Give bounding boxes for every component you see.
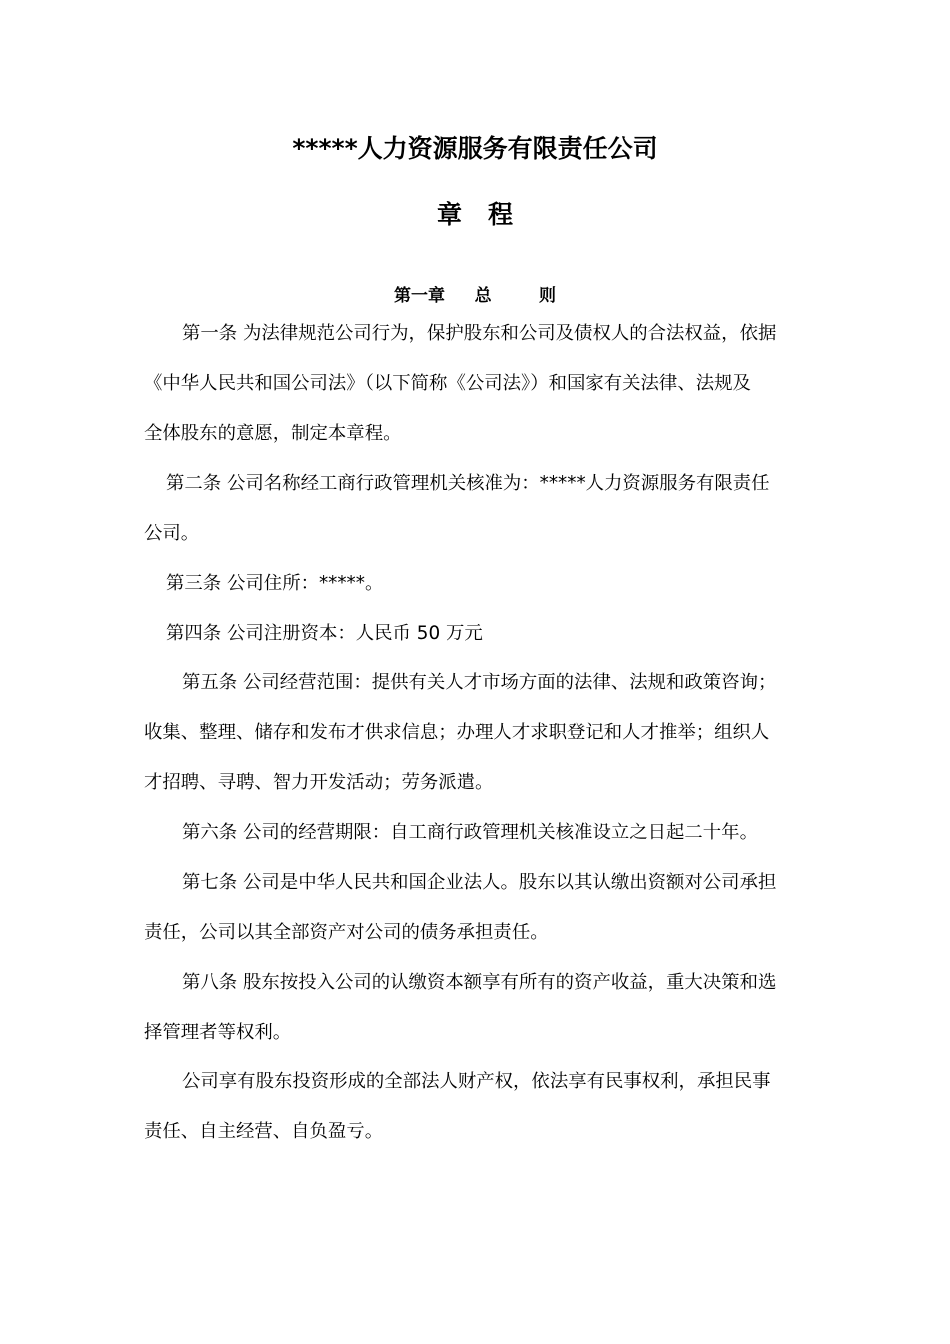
document-subtitle: 章程: [436, 200, 539, 229]
article-5-line-2: 收集、整理、储存和发布才供求信息；办理人才求职登记和人才推举；组织人: [144, 722, 770, 743]
article-1-line-3: 全体股东的意愿，制定本章程。: [144, 423, 402, 444]
article-8-line-1: 第八条 股东按投入公司的认缴资本额享有所有的资产收益，重大决策和选: [182, 972, 777, 993]
paragraph-line-1: 公司享有股东投资形成的全部法人财产权，依法享有民事权利，承担民事: [182, 1071, 771, 1092]
article-8-line-2: 择管理者等权利。: [144, 1022, 292, 1043]
article-5-line-3: 才招聘、寻聘、智力开发活动；劳务派遣。: [144, 772, 494, 793]
article-2-line-2: 公司。: [144, 523, 200, 544]
article-1-line-1: 第一条 为法律规范公司行为，保护股东和公司及债权人的合法权益，依据: [182, 323, 777, 344]
article-6-line-1: 第六条 公司的经营期限：自工商行政管理机关核准设立之日起二十年。: [182, 822, 758, 843]
article-7-line-2: 责任，公司以其全部资产对公司的债务承担责任。: [144, 922, 549, 943]
article-1-line-2: 《中华人民共和国公司法》（以下简称《公司法》）和国家有关法律、法规及: [144, 373, 751, 394]
article-3-line-1: 第三条 公司住所：*****。: [166, 573, 384, 594]
paragraph-line-2: 责任、自主经营、自负盈亏。: [144, 1121, 384, 1142]
article-4-line-1: 第四条 公司注册资本：人民币 50 万元: [166, 623, 483, 644]
article-5-line-1: 第五条 公司经营范围：提供有关人才市场方面的法律、法规和政策咨询；: [182, 672, 777, 693]
article-7-line-1: 第七条 公司是中华人民共和国企业法人。股东以其认缴出资额对公司承担: [182, 872, 777, 893]
document-title: *****人力资源服务有限责任公司: [292, 134, 658, 163]
article-2-line-1: 第二条 公司名称经工商行政管理机关核准为：*****人力资源服务有限责任: [166, 473, 770, 494]
chapter-heading: 第一章 总 则: [394, 286, 556, 306]
